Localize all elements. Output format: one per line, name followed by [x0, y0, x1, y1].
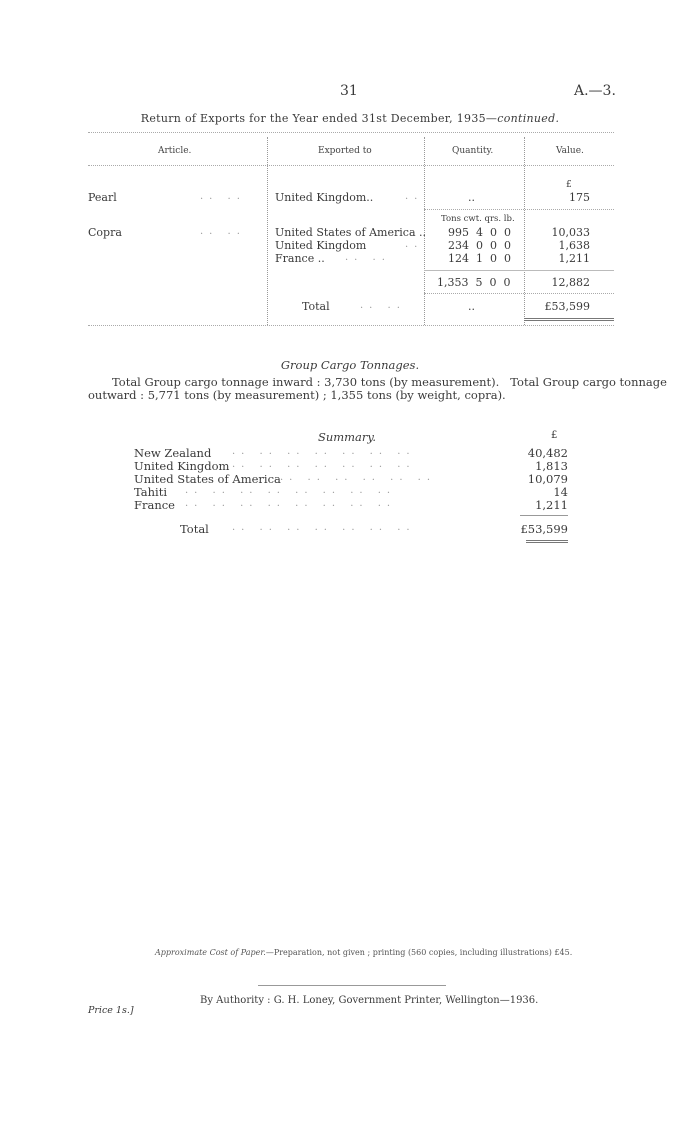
- summary-label-4: Tahiti: [134, 485, 168, 499]
- leader-dots: .. ..: [200, 191, 246, 202]
- table-top-rule: [88, 132, 614, 133]
- page-number: 31: [340, 83, 358, 99]
- copra-value-2: 1,638: [558, 239, 590, 252]
- summary-total-value: £53,599: [520, 522, 568, 536]
- footer-rule: [258, 985, 446, 986]
- summary-double-rule: [526, 540, 568, 543]
- summary-subtotal-rule: [520, 515, 568, 516]
- summary-label-3: United States of America: [134, 472, 281, 486]
- copra-quantity-2: 234 0 0 0: [448, 239, 511, 252]
- summary-value-4: 14: [553, 485, 568, 499]
- copra-destination-3: France ..: [275, 252, 325, 265]
- summary-heading: Summary.: [317, 430, 377, 444]
- leader-dots: .. .. .. .. .. ..: [280, 472, 437, 483]
- column-divider-3: [524, 137, 525, 325]
- column-header-quantity: Quantity.: [452, 146, 494, 156]
- page-title: [0, 112, 700, 125]
- column-header-article: Article.: [158, 146, 192, 156]
- summary-label-1: New Zealand: [134, 446, 212, 460]
- cargo-text-line-2: outward : 5,771 tons (by measurement) ; 1,355 tons (by weight, copra).: [88, 388, 506, 402]
- pearl-quantity: ..: [468, 191, 475, 204]
- summary-total-label: Total: [180, 522, 209, 536]
- summary-value-1: 40,482: [527, 446, 568, 460]
- leader-dots: ..: [405, 191, 424, 202]
- copra-quantity-1: 995 4 0 0: [448, 226, 511, 239]
- cost-note: [155, 948, 572, 957]
- copra-value-3: 1,211: [558, 252, 590, 265]
- price-note: Price 1s.]: [88, 1005, 134, 1016]
- cargo-heading: Group Cargo Tonnages.: [280, 358, 420, 372]
- leader-dots: .. ..: [360, 300, 406, 311]
- summary-value-3: 10,079: [527, 472, 568, 486]
- document-reference: A.—3.: [574, 83, 616, 99]
- pearl-destination: United Kingdom..: [275, 191, 374, 204]
- copra-value-1: 10,033: [551, 226, 590, 239]
- leader-dots: .. .. .. .. .. .. ..: [232, 459, 416, 470]
- leader-dots: .. .. .. .. .. .. .. ..: [185, 498, 397, 509]
- total-rule: [424, 293, 614, 294]
- column-header-exported-to: Exported to: [318, 146, 372, 156]
- copra-subtotal-value: 12,882: [551, 276, 590, 289]
- summary-value-2: 1,813: [535, 459, 568, 473]
- copra-destination-1: United States of America ..: [275, 226, 426, 239]
- copra-quantity-3: 124 1 0 0: [448, 252, 511, 265]
- summary-label-2: United Kingdom: [134, 459, 230, 473]
- subtotal-rule: [424, 270, 614, 271]
- printer-authority: By Authority : G. H. Loney, Government Printer, Wellington—1936.: [200, 995, 539, 1006]
- leader-dots: .. ..: [345, 252, 391, 263]
- title-continued: continued.: [497, 112, 560, 125]
- table-bottom-rule: [88, 325, 614, 326]
- quantity-units: Tons cwt. qrs. lb.: [441, 214, 515, 224]
- copra-subtotal-quantity: 1,353 5 0 0: [437, 276, 511, 289]
- table-total-label: Total: [302, 300, 330, 313]
- value-currency-symbol: £: [566, 180, 572, 190]
- leader-dots: .. .. .. .. .. .. .. ..: [185, 485, 397, 496]
- pearl-value: 175: [569, 191, 590, 204]
- table-total-quantity: ..: [468, 300, 475, 313]
- leader-dots: .. ..: [200, 226, 246, 237]
- table-header-rule: [88, 165, 614, 166]
- column-header-value: Value.: [556, 146, 584, 156]
- leader-dots: ..: [405, 239, 424, 250]
- pearl-row-rule: [424, 209, 614, 210]
- total-double-rule: [524, 318, 614, 321]
- cost-text: —Preparation, not given ; printing (560 copies, including illustrations) £45.: [265, 948, 573, 957]
- cost-label: Approximate Cost of Paper.: [155, 948, 266, 957]
- leader-dots: .. .. .. .. .. .. ..: [232, 522, 416, 533]
- copra-destination-2: United Kingdom: [275, 239, 367, 252]
- article-pearl: Pearl: [88, 191, 117, 204]
- leader-dots: .. .. .. .. .. .. ..: [232, 446, 416, 457]
- cargo-text-line-1: Total Group cargo tonnage inward : 3,730 tons (by measurement). Total Group cargo tonnage: [112, 375, 667, 389]
- column-divider-1: [267, 137, 268, 325]
- article-copra: Copra: [88, 226, 122, 239]
- summary-currency: £: [551, 430, 558, 441]
- summary-value-5: 1,211: [535, 498, 568, 512]
- title-main: Return of Exports for the Year ended 31st December, 1935—: [140, 112, 498, 125]
- summary-label-5: France: [134, 498, 175, 512]
- table-total-value: £53,599: [544, 300, 590, 313]
